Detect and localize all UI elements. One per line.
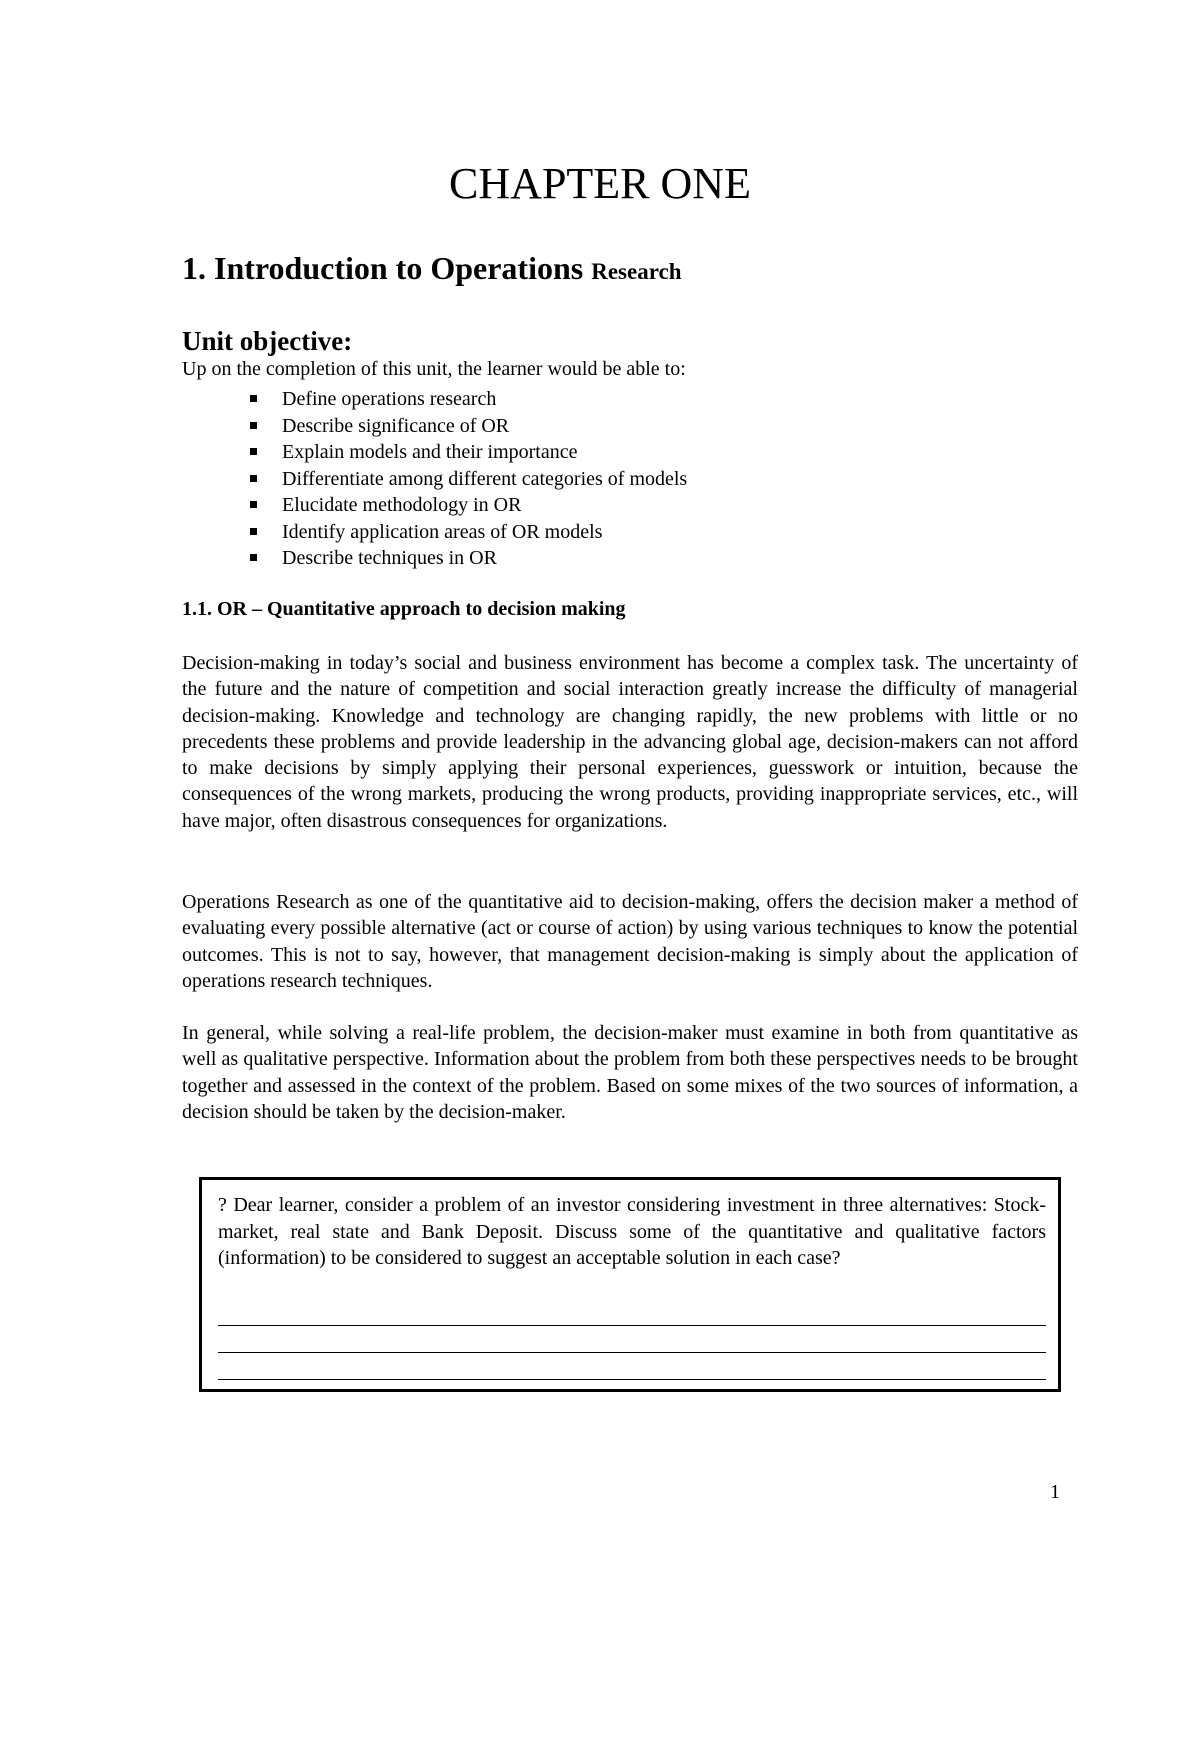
answer-line[interactable]	[218, 1379, 1046, 1380]
square-bullet-icon	[250, 475, 257, 482]
list-item-text: Describe techniques in OR	[282, 547, 497, 569]
list-item	[248, 492, 687, 519]
activity-question: ? Dear learner, consider a problem of an investor considering investment in three alternatives: Stock-market, real state and Bank Deposit. Discuss some of the quantitative and qualitative factors (information) to be considered to suggest an acceptable solution in each case?	[218, 1194, 1046, 1269]
square-bullet-icon	[250, 395, 257, 402]
square-bullet-icon	[250, 501, 257, 508]
activity-box	[199, 1177, 1061, 1392]
list-item	[248, 466, 687, 493]
list-item-text: Explain models and their importance	[282, 441, 578, 463]
list-item-text: Differentiate among different categories of models	[282, 467, 688, 490]
paragraph-general: In general, while solving a real-life problem, the decision-maker must examine in both from quantitative as well as qualitative perspective. Information about the problem from both these perspectives needs to be brought together and assessed in the context of the problem. Based on some mixes of the two sources of information, a decision should be taken by the decision-maker.	[182, 1022, 1078, 1123]
list-item-text: Define operations research	[282, 388, 497, 410]
square-bullet-icon	[250, 448, 257, 455]
section-heading-tail: Research	[591, 259, 682, 284]
list-item	[248, 519, 687, 546]
answer-line[interactable]	[218, 1352, 1046, 1353]
list-item-text: Elucidate methodology in OR	[282, 494, 522, 516]
paragraph-operations-research: Operations Research as one of the quantitative aid to decision-making, offers the decision maker a method of evaluating every possible alternative (act or course of action) by using various techniques to know the potential outcomes. This is not to say, however, that management decision-making is simply about the application of operations research techniques.	[182, 891, 1078, 992]
objective-list	[248, 386, 687, 572]
list-item-text: Identify application areas of OR models	[282, 520, 603, 543]
list-item	[248, 545, 687, 572]
square-bullet-icon	[250, 422, 257, 429]
answer-line[interactable]	[218, 1325, 1046, 1326]
unit-objective-intro: Up on the completion of this unit, the learner would be able to:	[182, 358, 686, 380]
square-bullet-icon	[250, 528, 257, 535]
page-number: 1	[1050, 1481, 1060, 1503]
list-item	[248, 386, 687, 413]
chapter-title: CHAPTER ONE	[449, 159, 751, 208]
section-heading	[182, 250, 682, 287]
paragraph-decision-making: Decision-making in today’s social and business environment has become a complex task. The uncertainty of the future and the nature of competition and social interaction greatly increase the difficulty of managerial decision-making. Knowledge and technology are changing rapidly, the new problems with little or no precedents these problems and provide leadership in the advancing global age, decision-makers can not afford to make decisions by simply applying their personal experiences, guesswork or intuition, because the consequences of the wrong markets, producing the wrong products, providing inappropriate services, etc., will have major, often disastrous consequences for organizations.	[182, 652, 1078, 832]
list-item	[248, 439, 687, 466]
unit-objective-heading: Unit objective:	[182, 326, 353, 356]
list-item-text: Describe significance of OR	[282, 414, 510, 437]
section-heading-main: 1. Introduction to Operations	[182, 250, 584, 286]
square-bullet-icon	[250, 554, 257, 561]
subsection-heading: 1.1. OR – Quantitative approach to decision making	[182, 598, 626, 620]
list-item	[248, 413, 687, 440]
